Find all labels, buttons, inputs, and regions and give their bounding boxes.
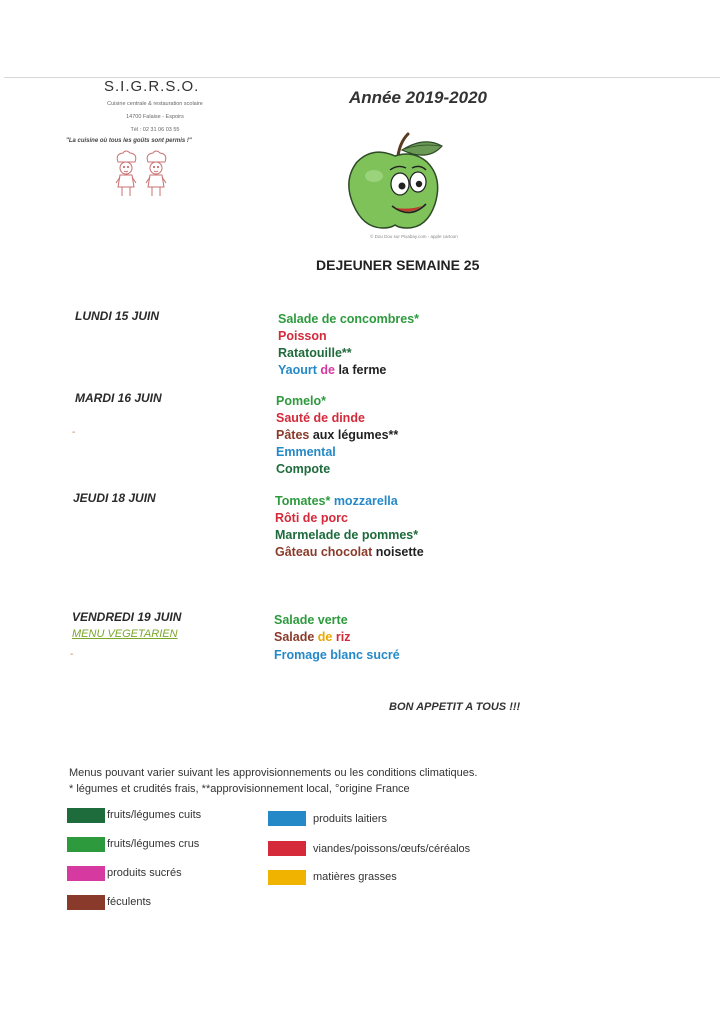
dish-text-part: Yaourt — [278, 363, 321, 377]
menu-title: DEJEUNER SEMAINE 25 — [316, 257, 480, 273]
dish-item — [278, 346, 352, 360]
org-phone: Tél : 02 31 06 03 55 — [130, 127, 180, 133]
dish-text-part: la ferme — [334, 363, 387, 377]
dish-item — [276, 462, 330, 476]
apple-icon — [340, 126, 450, 234]
dish-item — [276, 394, 326, 408]
dish-text-part: Emmental — [276, 445, 336, 459]
dish-item — [278, 329, 327, 343]
dish-item — [278, 312, 419, 326]
dash-mark: - — [70, 649, 74, 660]
dish-text-part: Tomates* — [275, 494, 331, 508]
day-friday: VENDREDI 19 JUIN — [72, 610, 182, 624]
dish-text-part: aux légumes** — [309, 428, 399, 442]
dish-text-part: Sauté de dinde — [276, 411, 365, 425]
dish-text-part: Gâteau chocolat — [275, 545, 373, 559]
org-address: 14700 Falaise - Espoirs — [126, 114, 184, 120]
dish-text-part: Pomelo* — [276, 394, 327, 408]
day-thursday: JEUDI 18 JUIN — [73, 491, 156, 505]
note-symbols: * légumes et crudités frais, **approvisionnement local, °origine France — [69, 783, 410, 795]
image-credit: © Dou Dou sur Pixabay.com - apple cartoon — [370, 234, 458, 239]
dish-text-part: Salade — [274, 630, 315, 644]
dish-text-part: Salade de concombres* — [278, 312, 420, 326]
legend-swatch — [268, 870, 306, 885]
dish-text-part: Fromage blanc sucré — [274, 648, 400, 662]
dish-item — [276, 428, 398, 442]
dish-item — [274, 613, 348, 627]
legend-label: produits sucrés — [107, 867, 182, 879]
dish-item — [276, 411, 365, 425]
dish-text-part: mozzarella — [330, 494, 398, 508]
dish-text-part: Ratatouille** — [278, 346, 352, 360]
closing-message: BON APPETIT A TOUS !!! — [389, 701, 521, 713]
dish-text-part: Salade verte — [274, 613, 348, 627]
legend-label: matières grasses — [313, 871, 397, 883]
legend-swatch — [268, 841, 306, 856]
dish-text-part: noisette — [372, 545, 424, 559]
chefs-icon — [112, 150, 174, 200]
dish-item — [275, 494, 398, 508]
dish-item — [274, 630, 350, 644]
dish-text-part: Pâtes — [276, 428, 310, 442]
dish-item — [276, 445, 336, 459]
dish-item — [275, 545, 424, 559]
dish-text-part: Compote — [276, 462, 331, 476]
dish-text-part: riz — [335, 630, 351, 644]
school-year: Année 2019-2020 — [349, 88, 487, 107]
dish-text-part: Marmelade de pommes* — [275, 528, 419, 542]
legend-label: fruits/légumes crus — [107, 838, 200, 850]
day-tuesday: MARDI 16 JUIN — [75, 391, 162, 405]
legend-swatch — [67, 895, 105, 910]
org-name: S.I.G.R.S.O. — [104, 78, 200, 95]
dash-mark: - — [72, 427, 76, 438]
legend-label: viandes/poissons/œufs/céréalos — [313, 843, 471, 855]
legend-swatch — [67, 866, 105, 881]
legend-label: fruits/légumes cuits — [107, 809, 202, 821]
dish-text-part: de — [314, 630, 336, 644]
dish-item — [274, 648, 400, 662]
dish-text-part: Rôti de porc — [275, 511, 348, 525]
day-monday: LUNDI 15 JUIN — [75, 309, 160, 323]
dish-item — [278, 363, 386, 377]
legend-swatch — [268, 811, 306, 826]
legend-swatch — [67, 837, 105, 852]
dish-text-part: de — [320, 363, 335, 377]
dish-text-part: Poisson — [278, 329, 327, 343]
dish-item — [275, 528, 418, 542]
org-slogan: "La cuisine où tous les goûts sont permis !" — [66, 138, 192, 144]
vegetarian-menu-label: MENU VEGETARIEN — [72, 628, 178, 640]
dish-item — [275, 511, 348, 525]
org-description: Cuisine centrale & restauration scolaire — [107, 101, 203, 107]
legend-label: féculents — [107, 896, 152, 908]
legend-swatch — [67, 808, 105, 823]
note-supply: Menus pouvant varier suivant les approvisionnements ou les conditions climatiques. — [69, 767, 478, 779]
legend-label: produits laitiers — [313, 813, 387, 825]
